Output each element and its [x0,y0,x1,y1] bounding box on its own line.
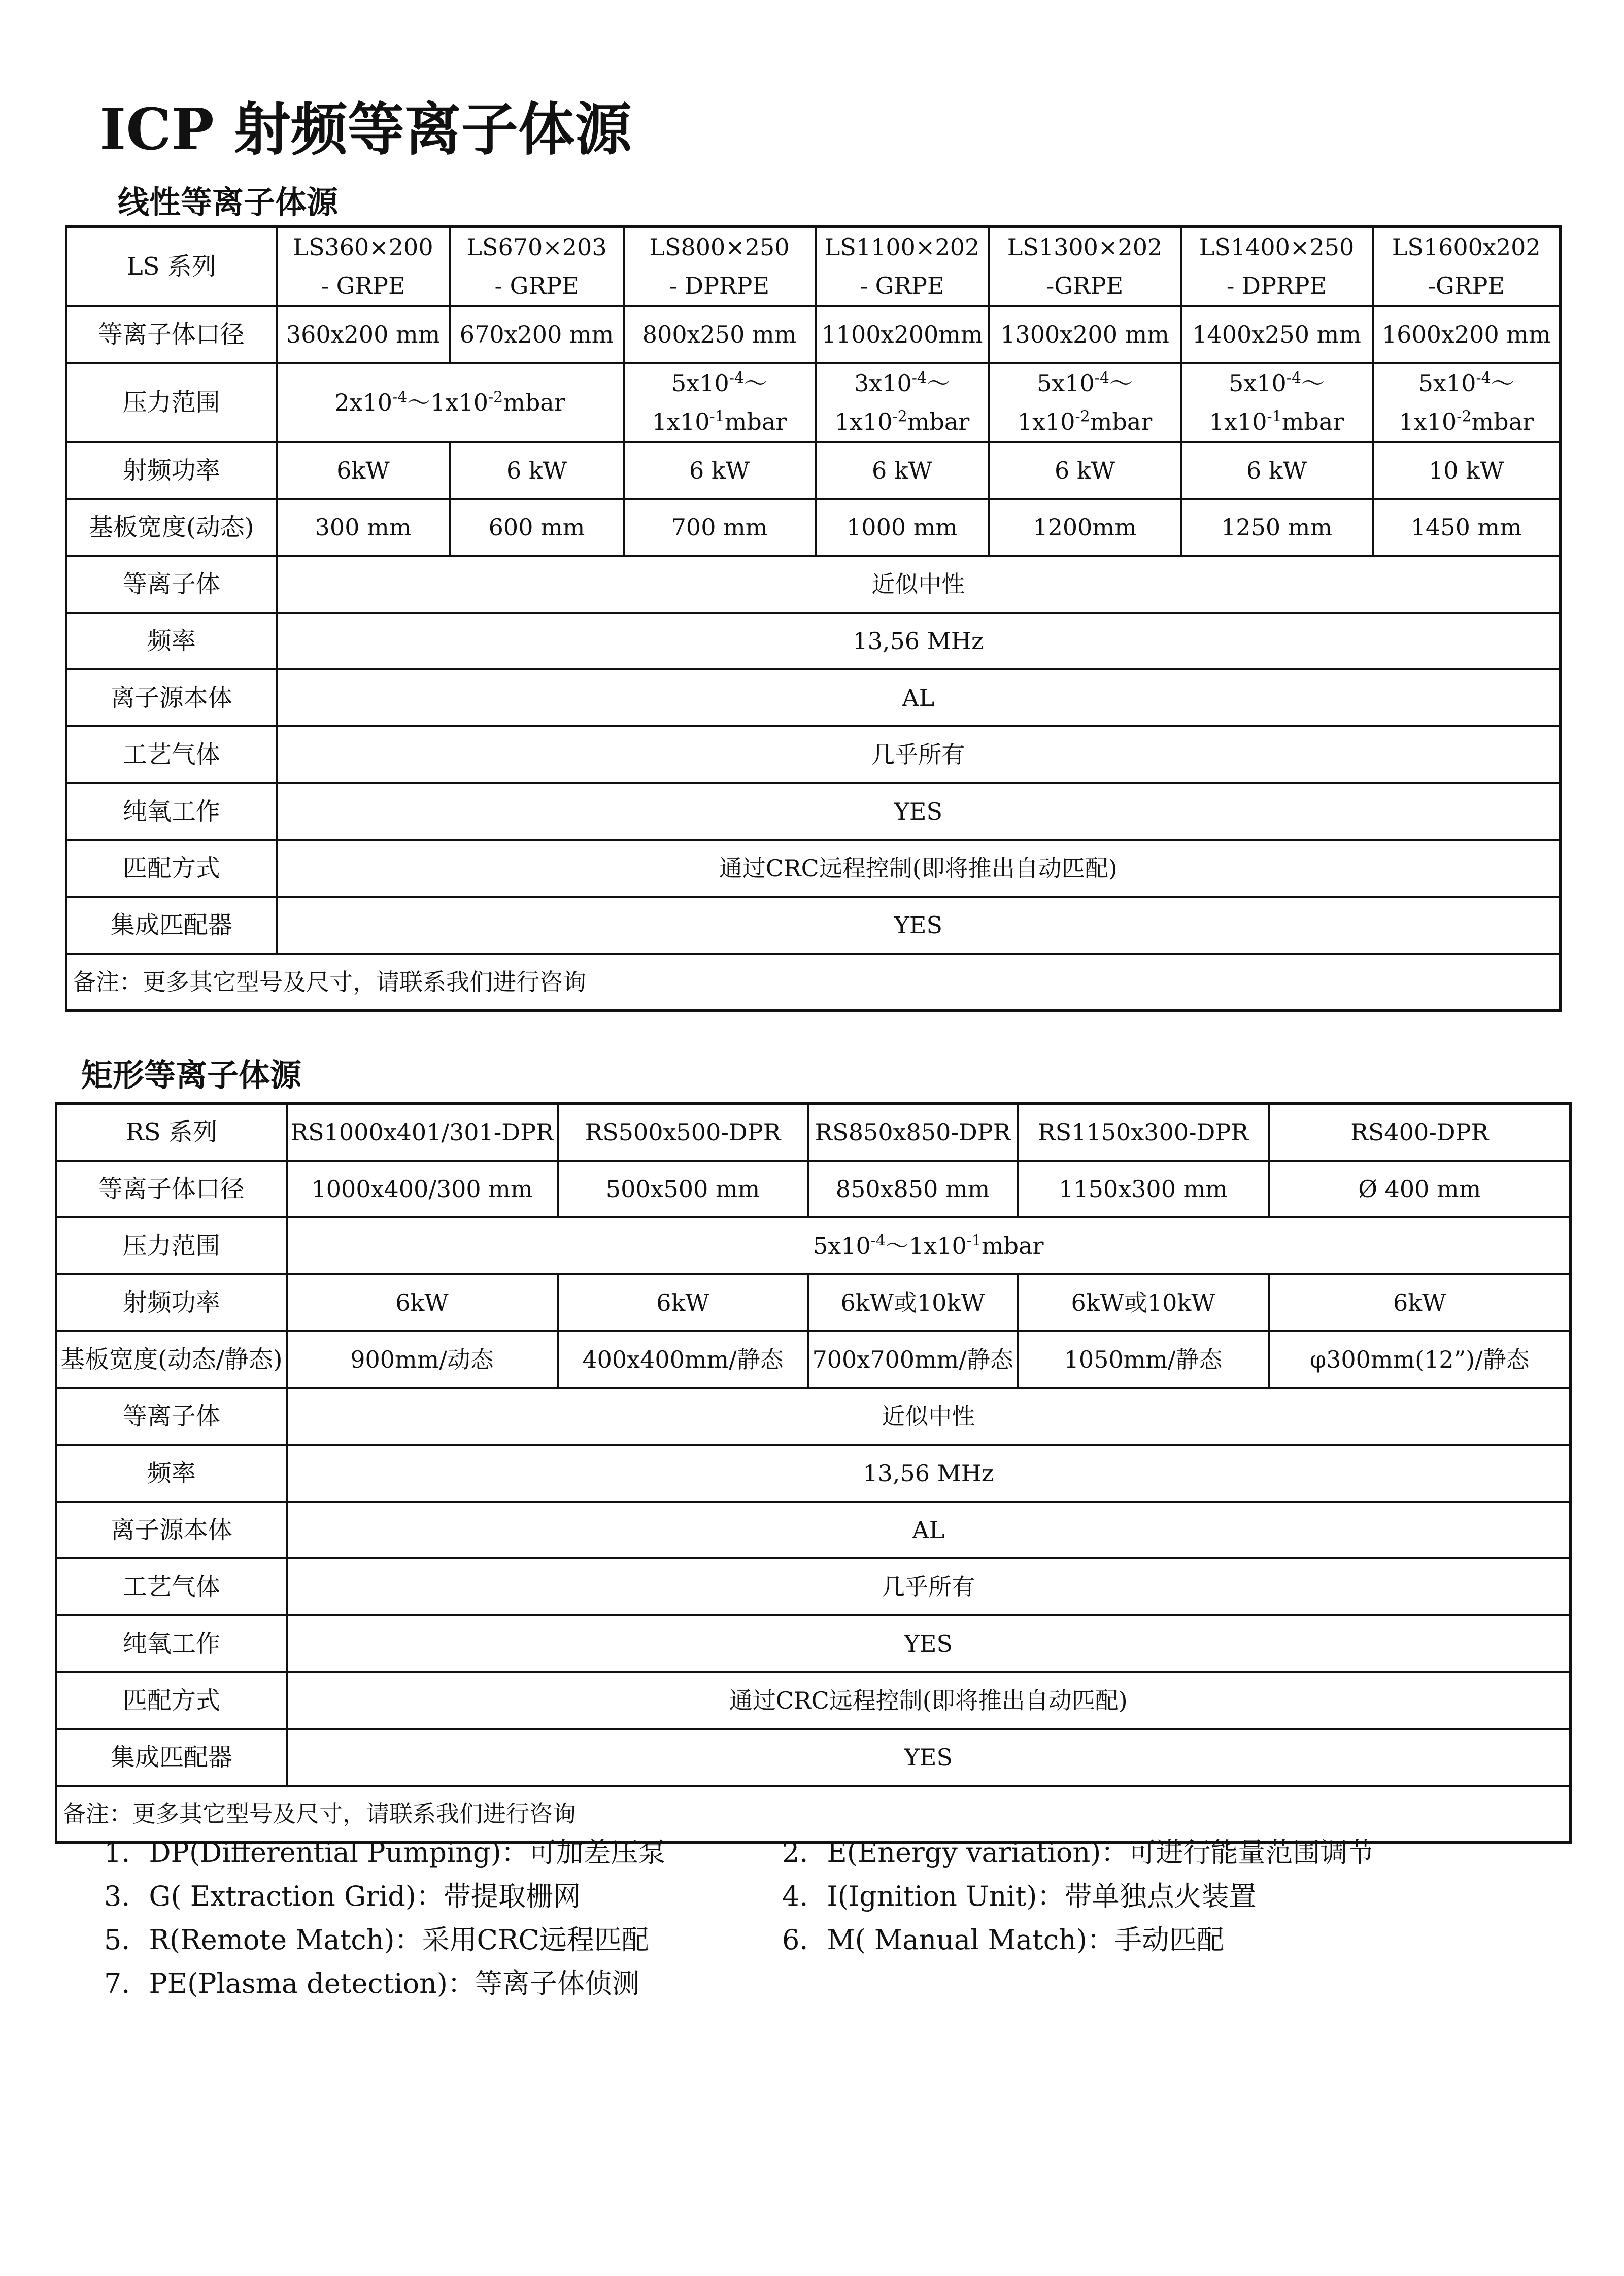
value-cell: YES [277,897,1561,954]
table-row [56,1615,1571,1672]
aperture-cell: 1000x400/300 mm [287,1161,558,1217]
power-cell: 6 kW [989,442,1181,499]
model-cell: LS800×250 - DPRPE [624,227,816,307]
note-item: 1．DP(Differential Pumping)：可加差压泵 [104,1837,666,1869]
row-label: 匹配方式 [56,1672,287,1729]
row-label: 压力范围 [66,363,277,442]
table-row [66,840,1561,897]
aperture-cell: 1150x300 mm [1018,1161,1269,1217]
row-label: 基板宽度(动态) [66,499,277,556]
table-row [66,726,1561,783]
note-item: 5．R(Remote Match)：采用CRC远程匹配 [104,1924,649,1956]
table-remark: 备注：更多其它型号及尺寸，请联系我们进行咨询 [56,1786,1571,1843]
table-remark: 备注：更多其它型号及尺寸，请联系我们进行咨询 [66,954,1561,1010]
row-label: 集成匹配器 [56,1729,287,1786]
power-cell: 6kW [558,1274,808,1331]
section-title-rectangular: 矩形等离子体源 [81,1057,302,1094]
power-cell: 6 kW [624,442,816,499]
row-label: 等离子体口径 [66,306,277,363]
value-cell: 几乎所有 [277,726,1561,783]
pressure-cell: $3x10^{-4}\sim$ $1x10^{-2}mbar$ [816,363,989,442]
row-label: 纯氧工作 [56,1615,287,1672]
model-cell: RS1000x401/301-DPR [287,1104,558,1161]
pressure-cell: $2x10^{-4}\sim 1x10^{-2}mbar$ [277,363,624,442]
table-row [66,954,1561,1010]
value-cell: AL [287,1502,1571,1558]
pressure-cell: $5x10^{-4}\sim$ $1x10^{-2}mbar$ [989,363,1181,442]
substrate-cell: 600 mm [450,499,624,556]
aperture-cell: 500x500 mm [558,1161,808,1217]
row-label: 离子源本体 [66,669,277,726]
table-row [66,556,1561,613]
note-item: 2．E(Energy variation)：可进行能量范围调节 [782,1837,1375,1869]
substrate-cell: 300 mm [277,499,450,556]
row-label: 离子源本体 [56,1502,287,1558]
table-row [66,306,1561,363]
model-cell: LS1300×202 -GRPE [989,227,1181,307]
substrate-cell: 700 mm [624,499,816,556]
table-row [56,1274,1571,1331]
table-row [66,442,1561,499]
aperture-cell: 1300x200 mm [989,306,1181,363]
model-cell: LS1400×250 - DPRPE [1181,227,1373,307]
power-cell: 6kW或10kW [1018,1274,1269,1331]
pressure-cell: $5x10^{-4}\sim$ $1x10^{-1}mbar$ [1181,363,1373,442]
table-row [56,1445,1571,1502]
substrate-cell: 400x400mm/静态 [558,1331,808,1388]
note-item: 6．M( Manual Match)：手动匹配 [782,1924,1224,1956]
table-row [56,1558,1571,1615]
table-row [56,1388,1571,1445]
power-cell: 6kW [277,442,450,499]
row-label: 等离子体 [66,556,277,613]
table-row [66,227,1561,307]
row-label: 频率 [56,1445,287,1502]
row-label: 工艺气体 [56,1558,287,1615]
value-cell: 13,56 MHz [277,613,1561,669]
pressure-cell: $5x10^{-4}\sim 1x10^{-1}mbar$ [287,1217,1571,1274]
table-row [56,1104,1571,1161]
power-cell: 6 kW [1181,442,1373,499]
value-cell: YES [287,1615,1571,1672]
pressure-cell: $5x10^{-4}\sim$ $1x10^{-2}mbar$ [1373,363,1561,442]
row-label: 压力范围 [56,1217,287,1274]
table-row [66,669,1561,726]
row-label: 等离子体口径 [56,1161,287,1217]
series-label: LS 系列 [66,227,277,307]
substrate-cell: 1000 mm [816,499,989,556]
substrate-cell: φ300mm(12”)/静态 [1269,1331,1571,1388]
aperture-cell: 850x850 mm [808,1161,1018,1217]
substrate-cell: 1200mm [989,499,1181,556]
table-row [66,783,1561,840]
value-cell: 通过CRC远程控制(即将推出自动匹配) [277,840,1561,897]
table-row [66,499,1561,556]
aperture-cell: 1600x200 mm [1373,306,1561,363]
power-cell: 6 kW [816,442,989,499]
row-label: 频率 [66,613,277,669]
substrate-cell: 1450 mm [1373,499,1561,556]
substrate-cell: 1250 mm [1181,499,1373,556]
table-row [66,363,1561,442]
power-cell: 10 kW [1373,442,1561,499]
value-cell: YES [277,783,1561,840]
table-row [56,1331,1571,1388]
value-cell: 近似中性 [277,556,1561,613]
series-label: RS 系列 [56,1104,287,1161]
aperture-cell: Ø 400 mm [1269,1161,1571,1217]
note-item: 3．G( Extraction Grid)：带提取栅网 [104,1880,581,1912]
aperture-cell: 360x200 mm [277,306,450,363]
aperture-cell: 670x200 mm [450,306,624,363]
row-label: 纯氧工作 [66,783,277,840]
value-cell: AL [277,669,1561,726]
pressure-cell: $5x10^{-4}\sim$ $1x10^{-1}mbar$ [624,363,816,442]
note-item: 4．I(Ignition Unit)：带单独点火装置 [782,1880,1257,1912]
table-row [56,1729,1571,1786]
power-cell: 6kW [287,1274,558,1331]
model-cell: LS670×203 - GRPE [450,227,624,307]
model-cell: LS1600x202 -GRPE [1373,227,1561,307]
model-cell: LS1100×202 - GRPE [816,227,989,307]
value-cell: 13,56 MHz [287,1445,1571,1502]
table-row [66,897,1561,954]
substrate-cell: 900mm/动态 [287,1331,558,1388]
value-cell: 近似中性 [287,1388,1571,1445]
power-cell: 6kW或10kW [808,1274,1018,1331]
model-cell: RS850x850-DPR [808,1104,1018,1161]
model-cell: RS1150x300-DPR [1018,1104,1269,1161]
row-label: 射频功率 [56,1274,287,1331]
aperture-cell: 1100x200mm [816,306,989,363]
row-label: 集成匹配器 [66,897,277,954]
value-cell: 通过CRC远程控制(即将推出自动匹配) [287,1672,1571,1729]
value-cell: YES [287,1729,1571,1786]
table-row [56,1502,1571,1558]
power-cell: 6 kW [450,442,624,499]
row-label: 匹配方式 [66,840,277,897]
value-cell: 几乎所有 [287,1558,1571,1615]
row-label: 等离子体 [56,1388,287,1445]
table-row [66,613,1561,669]
row-label: 射频功率 [66,442,277,499]
table-row [56,1672,1571,1729]
rectangular-source-spec-table [55,1102,1572,1844]
note-item: 7．PE(Plasma detection)：等离子体侦测 [104,1967,640,1999]
power-cell: 6kW [1269,1274,1571,1331]
model-cell: RS400-DPR [1269,1104,1571,1161]
substrate-cell: 1050mm/静态 [1018,1331,1269,1388]
model-cell: RS500x500-DPR [558,1104,808,1161]
row-label: 工艺气体 [66,726,277,783]
aperture-cell: 800x250 mm [624,306,816,363]
section-title-linear: 线性等离子体源 [118,184,339,221]
linear-source-spec-table [65,225,1562,1012]
table-row [56,1217,1571,1274]
substrate-cell: 700x700mm/静态 [808,1331,1018,1388]
table-row [56,1161,1571,1217]
row-label: 基板宽度(动态/静态) [56,1331,287,1388]
model-cell: LS360×200 - GRPE [277,227,450,307]
aperture-cell: 1400x250 mm [1181,306,1373,363]
page-title: ICP 射频等离子体源 [99,96,632,163]
